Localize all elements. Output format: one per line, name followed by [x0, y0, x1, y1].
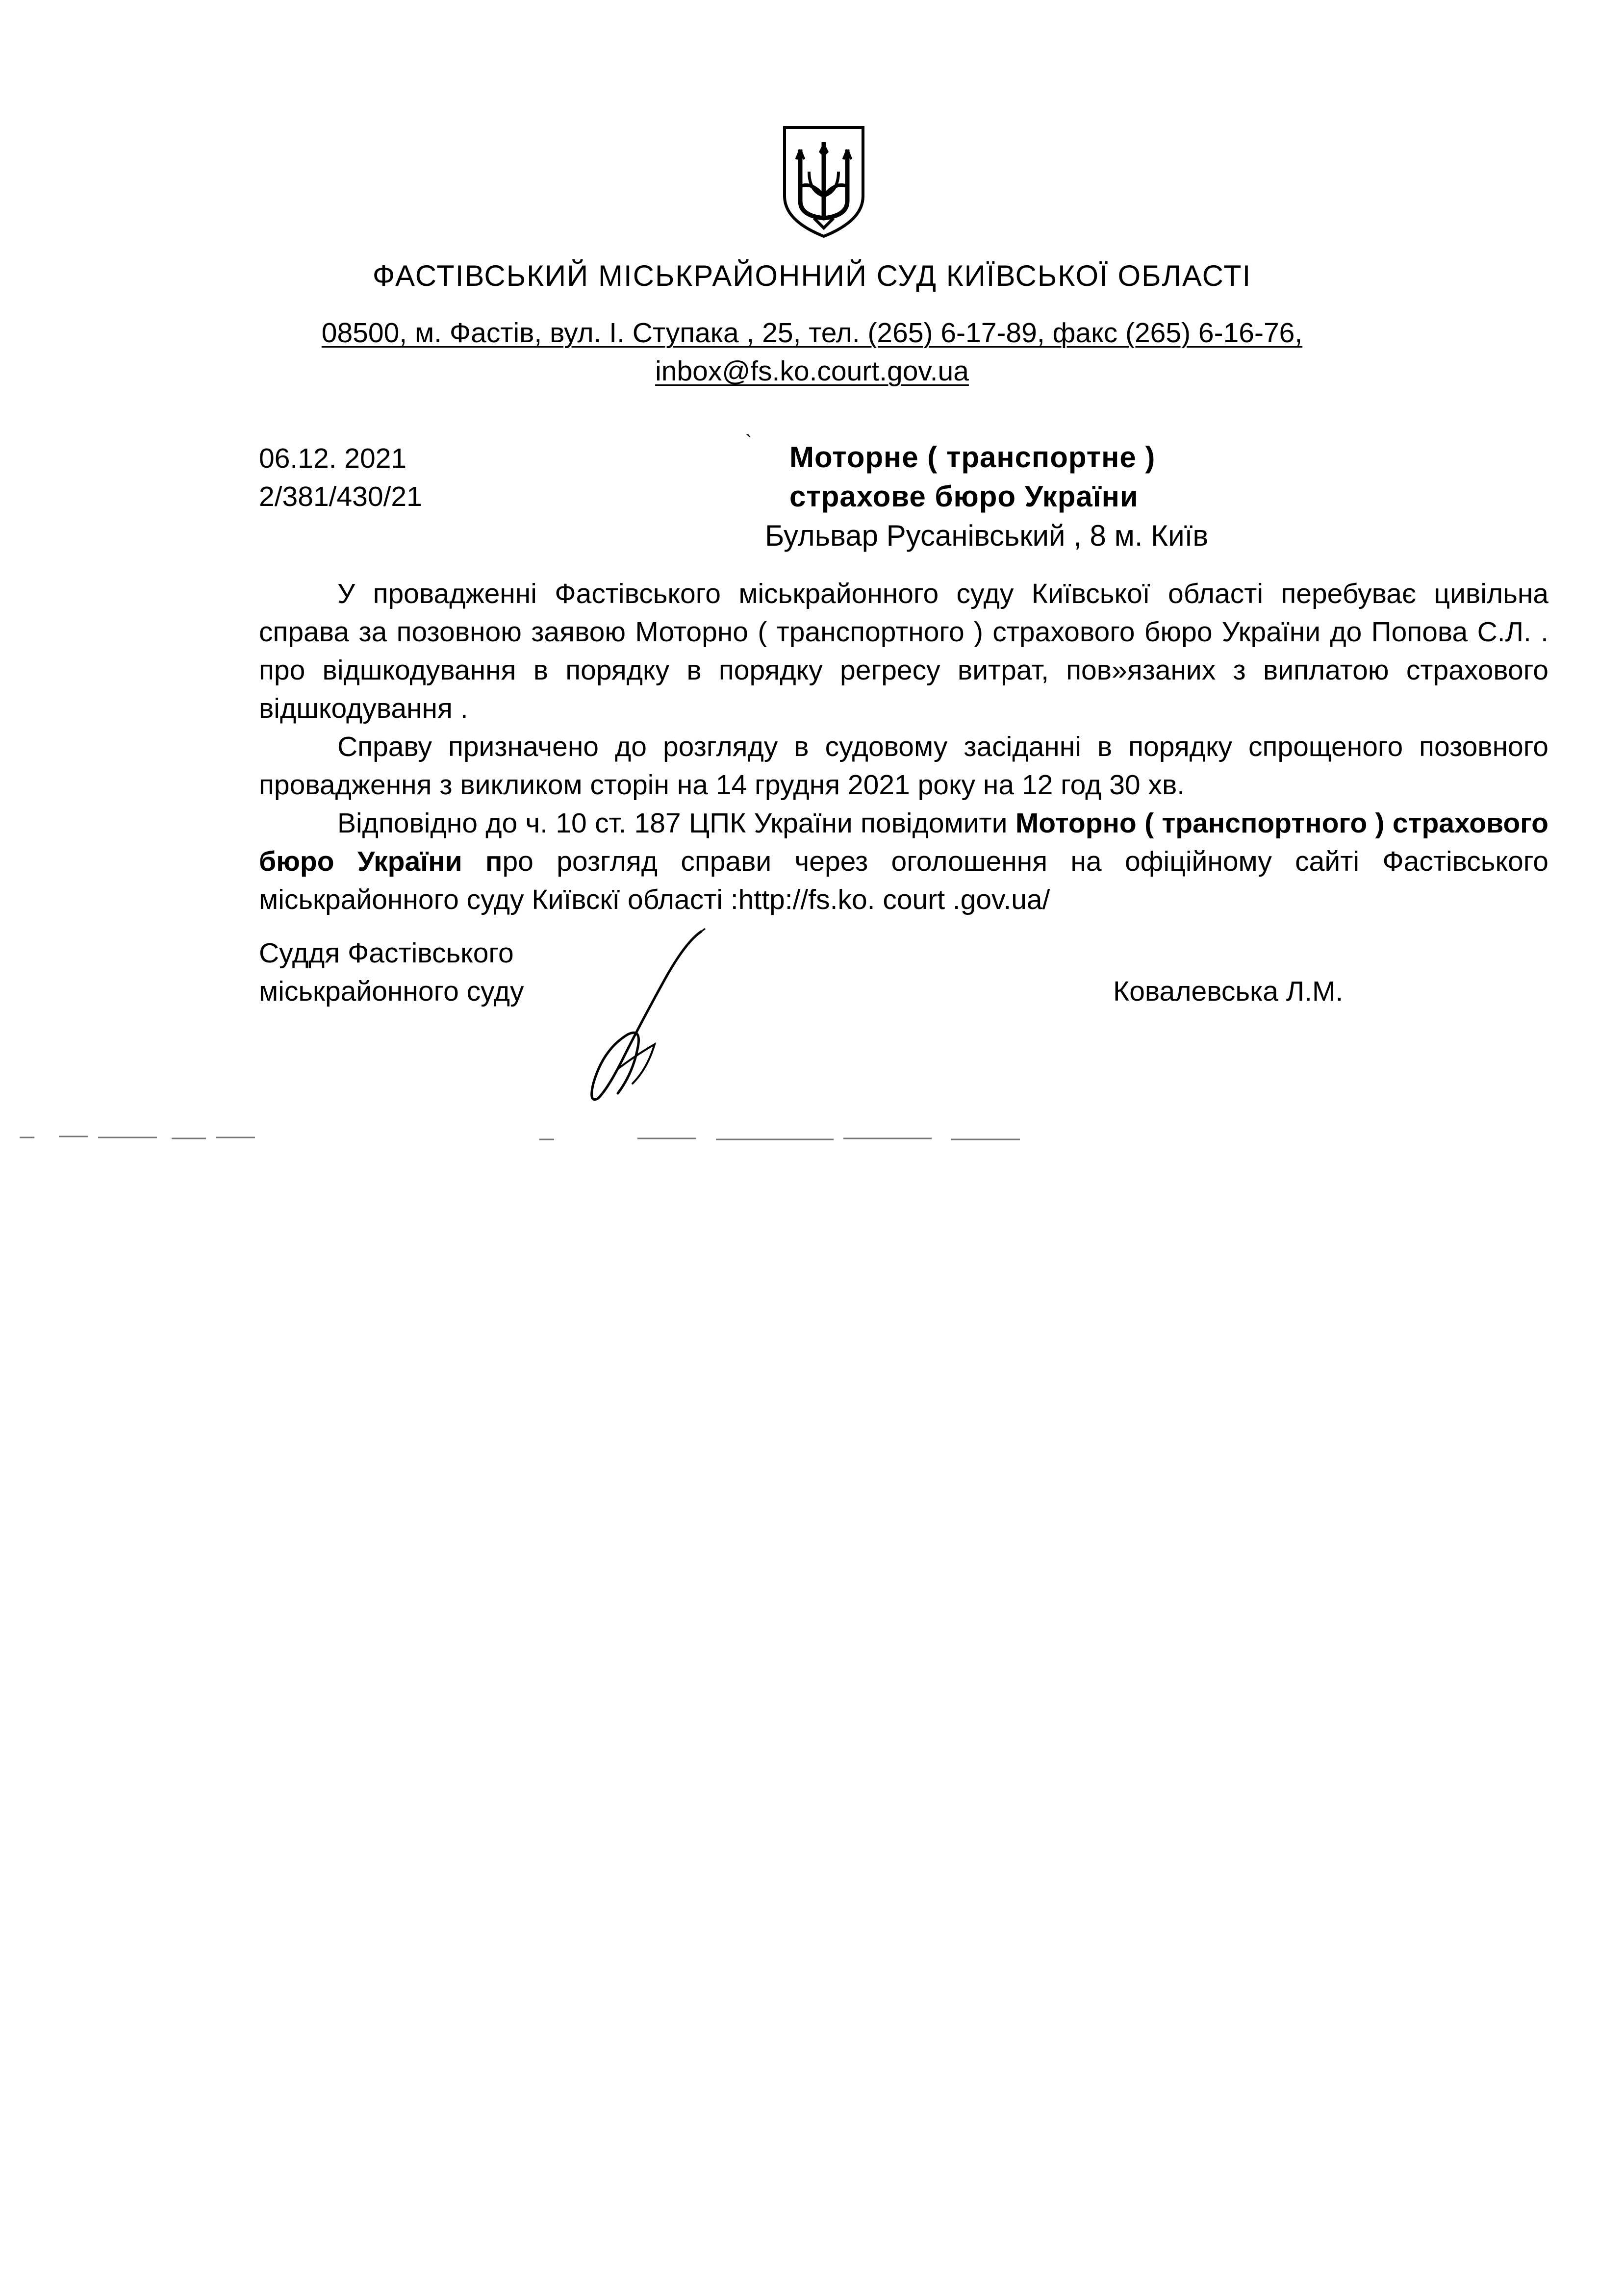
judge-title-line1: Суддя Фастівського: [259, 937, 514, 969]
body-paragraph-2: Справу призначено до розгляду в судовому засіданні в порядку спрощеного позовного провадження з викликом сторін на 14 грудня 2021 року на 12 год 30 хв.: [259, 731, 1548, 801]
document-date: 06.12. 2021: [259, 443, 407, 474]
addressee-name-line2: страхове бюро України: [789, 480, 1139, 513]
body-p3-bold: Моторно ( транспортного ) страхового бюро України п: [259, 807, 1548, 877]
judge-title: [259, 934, 524, 1010]
document-meta: [259, 439, 422, 516]
body-paragraph-3: [259, 804, 1548, 919]
judge-title-line2: міськрайонного суду: [259, 976, 524, 1007]
body-paragraph-1: У провадженні Фастівського міськрайонного суду Київської області перебуває цивільна справа за позовною заявою Моторно ( транспортного ) страхового бюро України до Попова С.Л. . про відшкодування в порядку в порядку регресу витрат, пов»язаних з виплатою страхового відшкодування .: [259, 578, 1548, 724]
address-line: 08500, м. Фастів, вул. І. Ступака , 25, тел. (265) 6-17-89, факс (265) 6-16-76,: [321, 317, 1303, 349]
letter-body: [259, 575, 1548, 919]
case-number: 2/381/430/21: [259, 481, 422, 512]
judge-name: Ковалевська Л.М.: [1113, 976, 1344, 1007]
court-address: [0, 314, 1624, 390]
addressee-name-line1: Моторне ( транспортне ): [789, 441, 1156, 474]
email-link[interactable]: inbox@fs.ko.court.gov.ua: [655, 355, 969, 387]
court-name-heading: ФАСТІВСЬКИЙ МІСЬКРАЙОННИЙ СУД КИЇВСЬКОЇ ОБЛАСТІ: [372, 259, 1252, 292]
coat-of-arms-icon: [780, 123, 868, 240]
scan-mark: `: [745, 431, 752, 453]
addressee-block: [765, 438, 1208, 555]
addressee-address: Бульвар Русанівський , 8 м. Київ: [765, 519, 1209, 552]
body-p3-start: Відповідно до ч. 10 ст. 187 ЦПК України повідомити: [337, 807, 1015, 839]
body-p3-end: ро розгляд справи через оголошення на офіційному сайті Фастівського міськрайонного суду Київскї області :http://fs.ko. court .gov.ua/: [259, 846, 1548, 915]
scan-artifact-line: [0, 1128, 1624, 1147]
handwritten-signature: [569, 922, 726, 1108]
